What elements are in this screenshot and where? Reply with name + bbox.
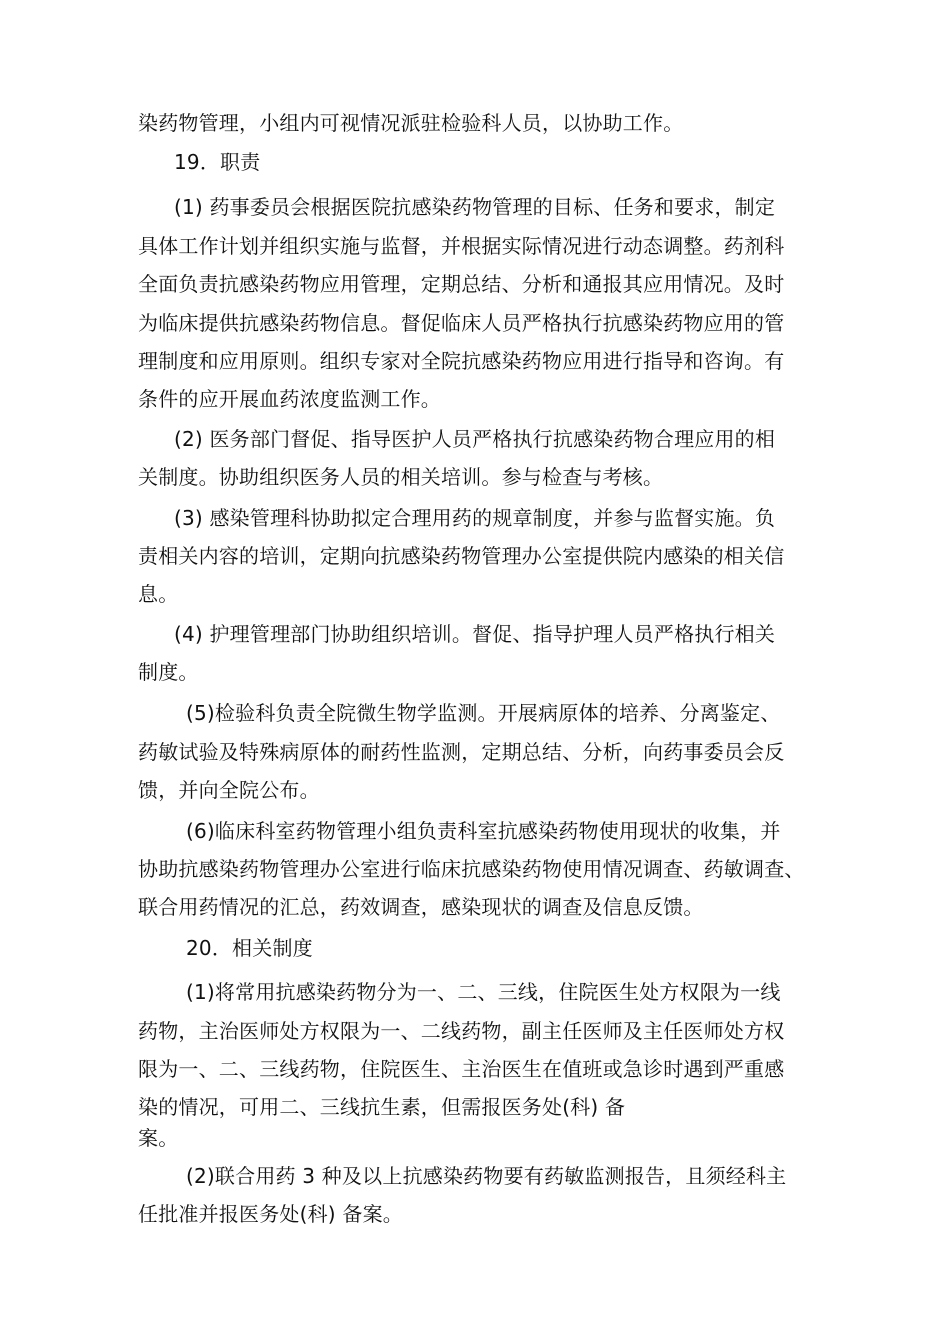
text-line: 任批准并报医务处(科) 备案。 <box>138 1202 403 1226</box>
text-line: (2) 医务部门督促、指导医护人员严格执行抗感染药物合理应用的相 <box>174 427 776 451</box>
text-line: 全面负责抗感染药物应用管理，定期总结、分析和通报其应用情况。及时 <box>138 272 785 296</box>
text-line: (5)检验科负责全院微生物学监测。开展病原体的培养、分离鉴定、 <box>186 701 781 725</box>
text-line: 药敏试验及特殊病原体的耐药性监测，定期总结、分析，向药事委员会反 <box>138 740 785 764</box>
text-line: 条件的应开展血药浓度监测工作。 <box>138 387 441 411</box>
section-heading-19: 19．职责 <box>174 150 261 174</box>
text-line: 联合用药情况的汇总，药效调查，感染现状的调查及信息反馈。 <box>138 895 704 919</box>
text-line: (2)联合用药 3 种及以上抗感染药物要有药敏监测报告，且须经科主 <box>186 1164 787 1188</box>
text-line: (1) 药事委员会根据医院抗感染药物管理的目标、任务和要求，制定 <box>174 195 776 219</box>
text-line: 染药物管理，小组内可视情况派驻检验科人员，以协助工作。 <box>138 111 684 135</box>
text-line: 理制度和应用原则。组织专家对全院抗感染药物应用进行指导和咨询。有 <box>138 349 785 373</box>
text-line: 息。 <box>138 582 179 606</box>
text-line: (4) 护理管理部门协助组织培训。督促、指导护理人员严格执行相关 <box>174 622 776 646</box>
text-line: 染的情况，可用二、三线抗生素，但需报医务处(科) 备 <box>138 1095 626 1119</box>
text-line: 为临床提供抗感染药物信息。督促临床人员严格执行抗感染药物应用的管 <box>138 311 785 335</box>
section-heading-20: 20．相关制度 <box>186 936 313 960</box>
text-line: 案。 <box>138 1126 179 1150</box>
text-line: (1)将常用抗感染药物分为一、二、三线，住院医生处方权限为一线 <box>186 980 781 1004</box>
text-line: (6)临床科室药物管理小组负责科室抗感染药物使用现状的收集，并 <box>186 819 781 843</box>
text-line: 关制度。协助组织医务人员的相关培训。参与检查与考核。 <box>138 465 664 489</box>
text-line: (3) 感染管理科协助拟定合理用药的规章制度，并参与监督实施。负 <box>174 506 776 530</box>
text-line: 具体工作计划并组织实施与监督，并根据实际情况进行动态调整。药剂科 <box>138 234 785 258</box>
text-line: 协助抗感染药物管理办公室进行临床抗感染药物使用情况调查、药敏调查、 <box>138 857 805 881</box>
text-line: 责相关内容的培训，定期向抗感染药物管理办公室提供院内感染的相关信 <box>138 544 785 568</box>
text-line: 药物，主治医师处方权限为一、二线药物，副主任医师及主任医师处方权 <box>138 1019 785 1043</box>
text-line: 限为一、二、三线药物，住院医生、主治医生在值班或急诊时遇到严重感 <box>138 1057 785 1081</box>
text-line: 馈，并向全院公布。 <box>138 778 320 802</box>
text-line: 制度。 <box>138 660 199 684</box>
